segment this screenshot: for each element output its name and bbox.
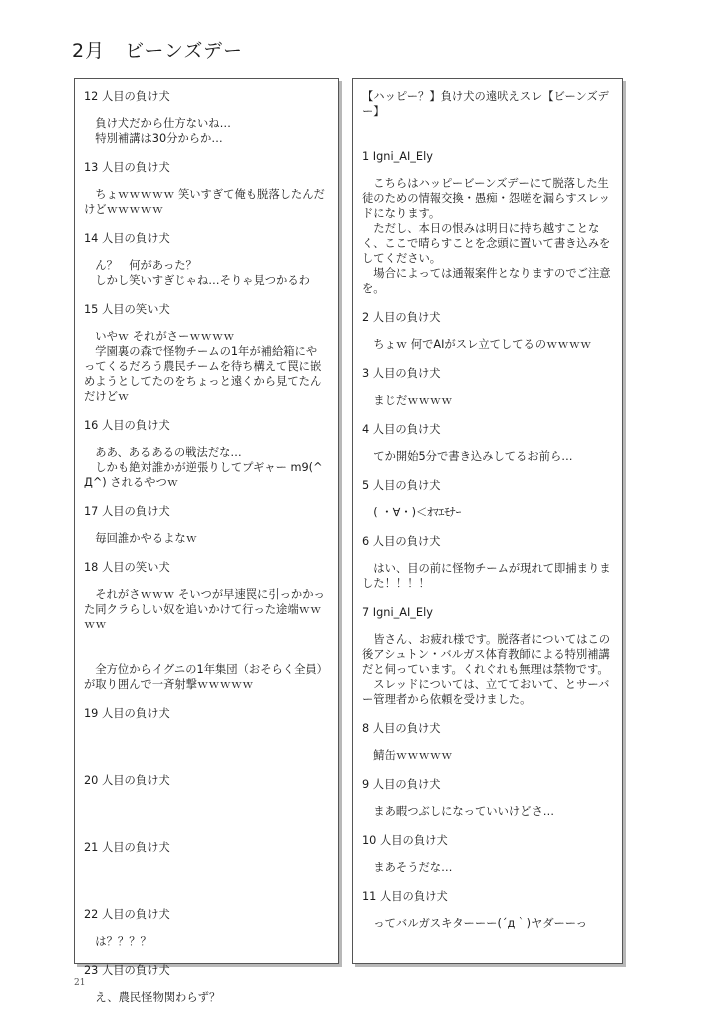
post-header: 9 人目の負け犬 (362, 778, 441, 791)
post-22 (84, 907, 328, 949)
post-header: 19 人目の負け犬 (84, 707, 170, 720)
post-body: ちょｗ 何でAIがスレ立てしてるのｗｗｗｗ (362, 338, 592, 351)
post-body: まじだｗｗｗｗ (362, 394, 453, 407)
post-header: 15 人目の笑い犬 (84, 303, 170, 316)
post-body: ( ・∀・)＜ｵﾏｴﾓﾅｰ (362, 506, 462, 519)
post-header: 18 人目の笑い犬 (84, 561, 170, 574)
post-body: 毎回誰かやるよなｗ (84, 532, 197, 545)
left-thread-column (74, 78, 339, 1004)
post-body: いやｗ それがさーｗｗｗｗ 学園裏の森で怪物チームの1年が補給箱にやってくるだろう農民チームを待ち構えて罠に嵌めようとしてたのをちょっと遠くから見てたんだけどｗ (84, 330, 322, 403)
post-header: 7 Igni_AI_Ely (362, 606, 433, 619)
post-header: 22 人目の負け犬 (84, 908, 170, 921)
post-body: こちらはハッピービーンズデーにて脱落した生徒のための情報交換・愚痴・怨嗟を漏らすスレッドになります。 ただし、本日の恨みは明日に持ち越すことなく、ここで晴らすことを念頭に置いて書き込みをしてください。 場合によっては通報案件となりますのでご注意を。 (362, 177, 611, 295)
post-body: はい、目の前に怪物チームが現れて即捕まりました！！！！ (362, 562, 611, 590)
post-body: は？？？？ (84, 935, 152, 948)
post-header: 14 人目の負け犬 (84, 232, 170, 245)
right-thread-column (352, 78, 623, 964)
post-6 (362, 534, 612, 591)
post-23 (84, 963, 328, 1005)
post-body: 負け犬だから仕方ないね… 特別補講は30分からか… (95, 117, 231, 145)
thread-title: 【ハッピー？】負け犬の遠吠えスレ【ビーンズデー】 (362, 90, 609, 118)
post-header: 4 人目の負け犬 (362, 423, 441, 436)
post-14 (84, 231, 328, 288)
post-11 (362, 889, 612, 931)
post-19 (84, 706, 328, 759)
post-header: 23 人目の負け犬 (84, 964, 170, 977)
post-body (84, 800, 328, 826)
post-header: 8 人目の負け犬 (362, 722, 441, 735)
post-21 (84, 840, 328, 893)
post-body: ってバルガスキターーー(´д｀)ヤダーーっ (362, 917, 587, 930)
post-body: え、農民怪物関わらず？ (84, 991, 221, 1004)
post-header: 13 人目の負け犬 (84, 161, 170, 174)
page-number: 21 (74, 978, 86, 988)
post-body: 鯖缶ｗｗｗｗｗ (362, 749, 453, 762)
post-body: ん？ 何があった？ しかし笑いすぎじゃね…そりゃ見つかるわ (95, 259, 310, 287)
post-header: 1 Igni_AI_Ely (362, 150, 433, 163)
post-header: 2 人目の負け犬 (362, 311, 441, 324)
post-body: それがさｗｗｗ そいつが早速罠に引っかかった同クラらしい奴を追いかけて行った途端ｗｗｗｗ 全方位からイグニの1年集団（おそらく全員）が取り囲んで一斉射撃ｗｗｗｗｗ (84, 588, 328, 691)
post-header: 12 人目の負け犬 (84, 90, 170, 103)
post-1 (362, 149, 612, 296)
post-header: 10 人目の負け犬 (362, 834, 448, 847)
post-10 (362, 833, 612, 875)
post-17 (84, 504, 328, 546)
post-18 (84, 560, 328, 692)
post-header: 16 人目の負け犬 (84, 419, 170, 432)
post-15 (84, 302, 328, 404)
post-4 (362, 422, 612, 464)
post-header: 3 人目の負け犬 (362, 367, 441, 380)
post-9 (362, 777, 612, 819)
post-header: 6 人目の負け犬 (362, 535, 441, 548)
post-body (84, 733, 328, 759)
post-3 (362, 366, 612, 408)
post-header: 21 人目の負け犬 (84, 841, 170, 854)
post-header: 20 人目の負け犬 (84, 774, 170, 787)
post-12 (84, 89, 328, 146)
post-body: ああ、あるあるの戦法だな… しかも絶対誰かが逆張りしてプギャー m9(^Д^) されるやつｗ (84, 446, 323, 489)
post-header: 11 人目の負け犬 (362, 890, 448, 903)
post-body: 皆さん、お疲れ様です。脱落者についてはこの後アシュトン・バルガス体育教師による特別補講だと伺っています。くれぐれも無理は禁物です。 スレッドについては、立てておいて、とサーバー管理者から依頼を受けました。 (362, 633, 611, 706)
post-8 (362, 721, 612, 763)
post-header: 5 人目の負け犬 (362, 479, 441, 492)
page-title: 2月 ビーンズデー (72, 40, 243, 62)
post-body: てか開始5分で書き込みしてるお前ら… (362, 450, 573, 463)
post-body: ちょｗｗｗｗｗ 笑いすぎて俺も脱落したんだけどｗｗｗｗｗ (84, 188, 325, 216)
post-13 (84, 160, 328, 217)
post-5 (362, 478, 612, 520)
post-7 (362, 605, 612, 707)
post-16 (84, 418, 328, 490)
post-2 (362, 310, 612, 352)
post-body (84, 867, 328, 893)
post-body: まあそうだな… (362, 861, 453, 874)
post-header: 17 人目の負け犬 (84, 505, 170, 518)
post-20 (84, 773, 328, 826)
post-body: まあ暇つぶしになっていいけどさ… (362, 805, 555, 818)
